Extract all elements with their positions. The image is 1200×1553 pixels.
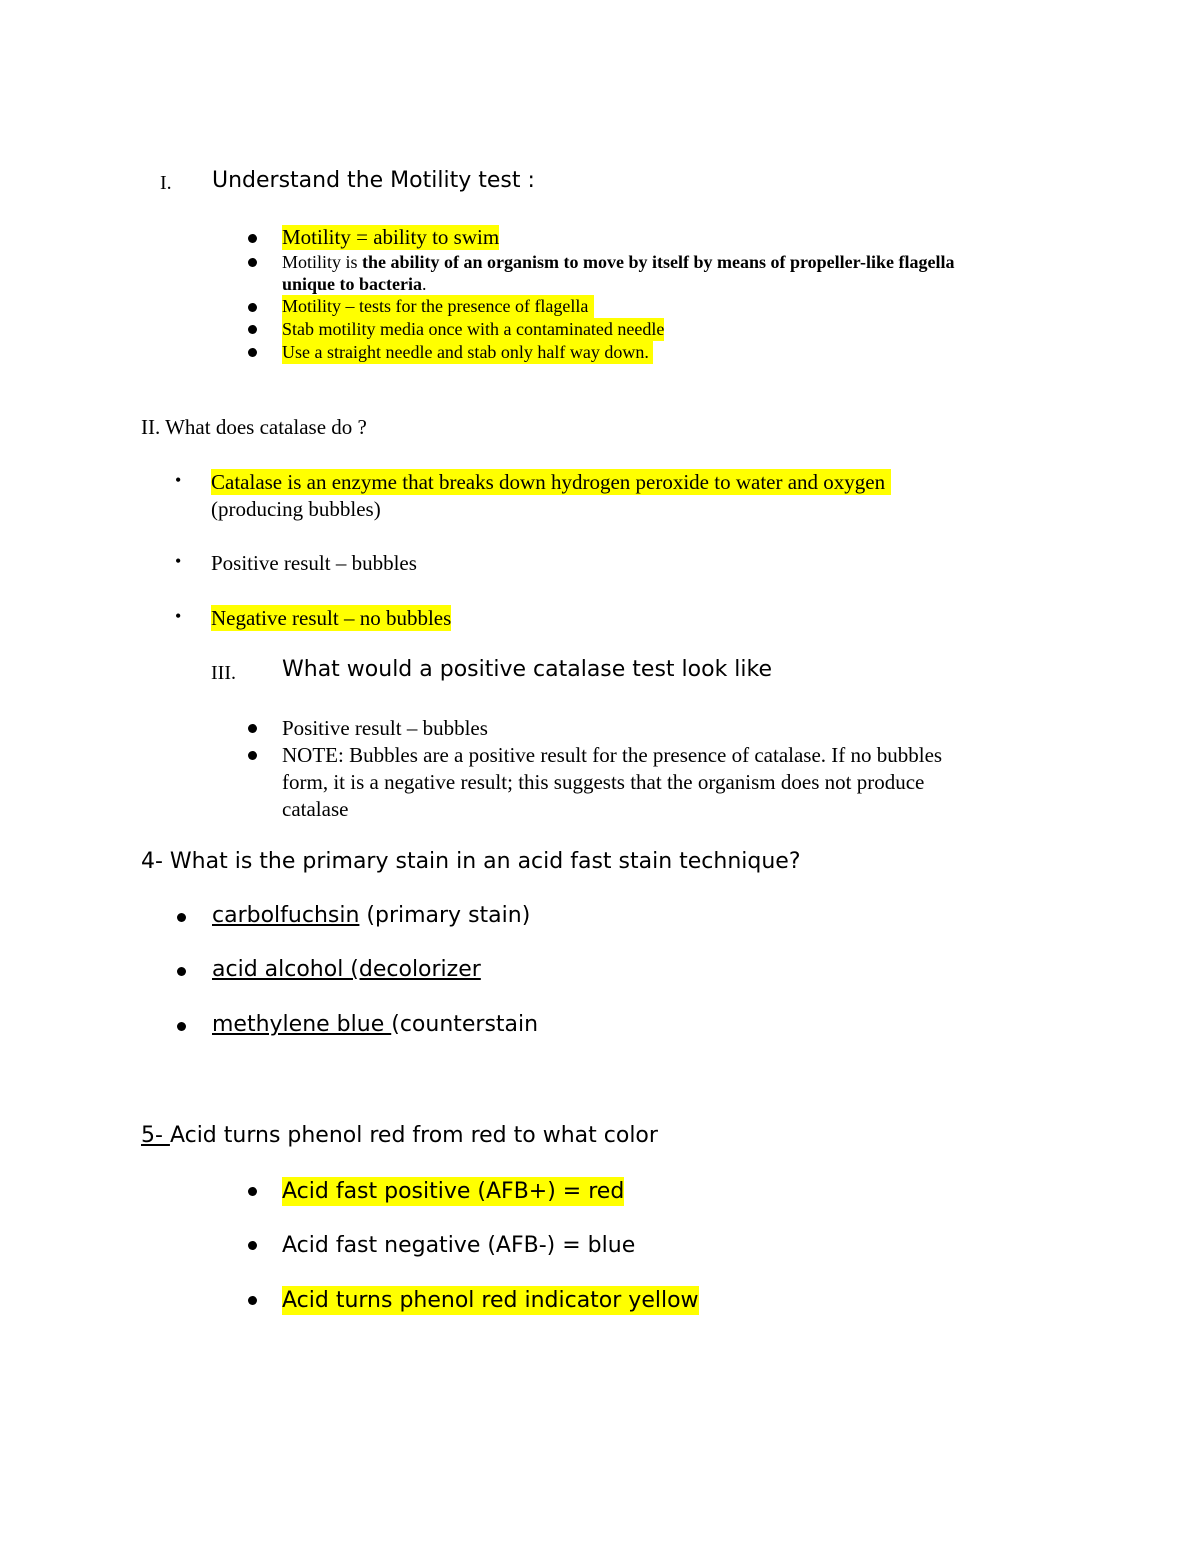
section1-numeral: I. bbox=[160, 172, 172, 194]
motility-description-line1: Motility is the ability of an organism to move by itself by means of propeller-like flagella bbox=[282, 252, 955, 272]
bullet-icon bbox=[248, 234, 257, 243]
note-line2: form, it is a negative result; this suggests that the organism does not produce bbox=[282, 770, 925, 794]
bullet-icon bbox=[248, 303, 257, 312]
motility-definition: Motility = ability to swim bbox=[282, 225, 500, 249]
catalase-positive: Positive result – bubbles bbox=[211, 551, 417, 575]
bullet-icon: • bbox=[175, 470, 182, 490]
bullet-icon bbox=[248, 325, 257, 334]
bullet-icon bbox=[248, 1296, 257, 1305]
stab-motility-media: Stab motility media once with a contaminated needle bbox=[282, 319, 665, 339]
bullet-icon bbox=[177, 967, 186, 976]
bullet-icon bbox=[177, 1022, 186, 1031]
bullet-icon bbox=[248, 348, 257, 357]
section3-numeral: III. bbox=[211, 662, 236, 684]
bullet-icon bbox=[248, 724, 257, 733]
note-line1: NOTE: Bubbles are a positive result for the presence of catalase. If no bubbles bbox=[282, 743, 943, 767]
bullet-icon bbox=[248, 258, 257, 267]
section2-heading: II. What does catalase do ? bbox=[141, 415, 367, 439]
note-line3: catalase bbox=[282, 797, 349, 821]
stain-decolorizer: acid alcohol (decolorizer bbox=[212, 957, 481, 982]
afb-positive: Acid fast positive (AFB+) = red bbox=[282, 1179, 625, 1204]
stain-counterstain: methylene blue (counterstain bbox=[212, 1012, 539, 1037]
bullet-icon bbox=[248, 751, 257, 760]
bullet-icon bbox=[248, 1241, 257, 1250]
motility-description-line2: unique to bacteria. bbox=[282, 274, 427, 294]
bullet-icon bbox=[248, 1187, 257, 1196]
motility-tests-flagella: Motility – tests for the presence of flagella bbox=[282, 295, 594, 318]
section3-heading: What would a positive catalase test look like bbox=[282, 657, 773, 682]
bullet-icon: • bbox=[175, 606, 182, 626]
positive-result-bubbles: Positive result – bubbles bbox=[282, 716, 488, 740]
catalase-definition-cont: (producing bubbles) bbox=[211, 497, 381, 521]
phenol-red-yellow: Acid turns phenol red indicator yellow bbox=[282, 1288, 699, 1313]
stain-primary: carbolfuchsin (primary stain) bbox=[212, 903, 531, 928]
bullet-icon bbox=[177, 913, 186, 922]
straight-needle-instruction: Use a straight needle and stab only half way down. bbox=[282, 341, 653, 364]
bullet-icon: • bbox=[175, 551, 182, 571]
section4-heading: 4- What is the primary stain in an acid fast stain technique? bbox=[141, 849, 801, 874]
section5-heading: 5- Acid turns phenol red from red to what color bbox=[141, 1123, 658, 1148]
catalase-definition: Catalase is an enzyme that breaks down hydrogen peroxide to water and oxygen bbox=[211, 469, 891, 495]
afb-negative: Acid fast negative (AFB-) = blue bbox=[282, 1233, 636, 1258]
section1-heading: Understand the Motility test : bbox=[212, 168, 535, 193]
catalase-negative: Negative result – no bubbles bbox=[211, 606, 452, 630]
